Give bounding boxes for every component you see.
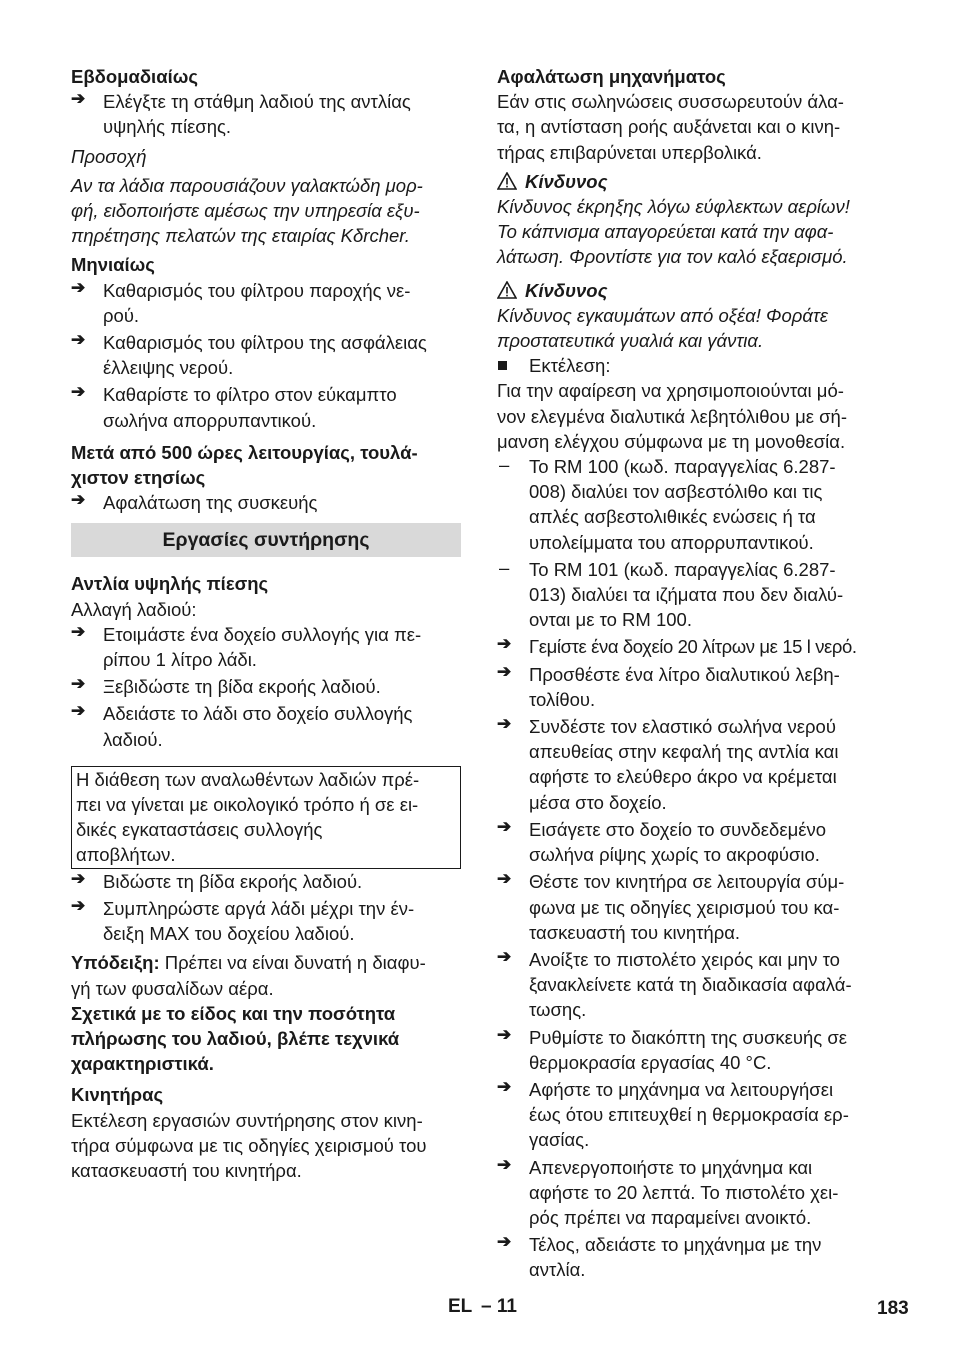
arrow-icon: ➔	[71, 277, 86, 297]
descale-text: Εάν στις σωληνώσεις συσσωρευτούν άλα- τα, η αντίσταση ροής αυξάνεται και ο κινη- τήρας επιβαρύνεται υπερβολικά.	[497, 91, 844, 163]
page-number: 183	[877, 1298, 909, 1319]
descale-step: ➔ Προσθέστε ένα λίτρο διαλυτικού λεβη- τολίθου.	[497, 661, 840, 710]
descale-step: ➔ Ρυθμίστε το διακόπτη της συσκευής σε θερμοκρασία εργασίας 40 °C.	[497, 1024, 847, 1073]
pump-heading: Αντλία υψηλής πίεσης	[71, 573, 269, 595]
oil-item: ➔ Βιδώστε τη βίδα εκροής λαδιού.	[71, 868, 363, 892]
right-column	[497, 64, 887, 1283]
dash-item: – Το RM 101 (κωδ. παραγγελίας 6.287- 013) διαλύει τα ιζήματα που δεν διαλύ- ονται με το RM 100.	[499, 556, 844, 631]
arrow-icon: ➔	[497, 1154, 512, 1174]
arrow-icon: ➔	[497, 714, 512, 734]
arrow-icon: ➔	[71, 382, 86, 402]
arrow-icon: ➔	[71, 621, 86, 641]
engine-heading: Κινητήρας	[71, 1084, 164, 1106]
descale-step: ➔ Τέλος, αδειάστε το μηχάνημα με την αντλία.	[497, 1232, 822, 1281]
weekly-item: ➔ Ελέγξτε τη στάθμη λαδιού της αντλίας υψηλής πίεσης.	[71, 89, 411, 138]
section-title: Εργασίες συντήρησης	[71, 523, 461, 557]
monthly-item: ➔ Καθαρίστε το φίλτρο στον εύκαμπτο σωλήνα απορρυπαντικού.	[71, 382, 397, 431]
oil-spec-note: Σχετικά με το είδος και την ποσότητα πλήρωσης του λαδιού, βλέπε τεχνικά χαρακτηριστικά.	[71, 1002, 400, 1075]
left-column	[71, 64, 461, 1183]
oil-change-label: Αλλαγή λαδιού:	[71, 598, 197, 620]
arrow-icon: ➔	[497, 1232, 512, 1252]
footer-section-page: – 11	[481, 1296, 517, 1317]
descale-heading: Αφαλάτωση μηχανήματος	[497, 66, 726, 87]
danger-text: Κίνδυνος έκρηξης λόγω εύφλεκτων αερίων! Το κάπνισμα απαγορεύεται κατά την αφα- λάτωση. Φροντίστε για τον καλό εξαερισμό.	[497, 196, 850, 268]
descale-step: ➔ Ανοίξτε το πιστολέτο χειρός και μην το ξανακλείνετε κατά τη διαδικασία αφαλά- τωσης.	[497, 946, 852, 1021]
arrow-icon: ➔	[71, 490, 86, 510]
oil-item: ➔ Ετοιμάστε ένα δοχείο συλλογής για πε- ρίπου 1 λίτρο λάδι.	[71, 621, 422, 671]
disposal-note-box: Η διάθεση των αναλωθέντων λαδιών πρέ- πει να γίνεται με οικολογικό τρόπο ή σε ει- δικές εγκαταστάσεις συλλογής αποβλήτων.	[71, 766, 461, 869]
arrow-icon: ➔	[497, 661, 512, 681]
danger-text: Κίνδυνος εγκαυμάτων από οξέα! Φοράτε προστατευτικά γυαλιά και γάντια.	[497, 304, 828, 352]
caution-text: Αν τα λάδια παρουσιάζουν γαλακτώδη μορ- φή, ειδοποιήστε αμέσως την υπηρεσία εξυ- πηρέτησης πελατών της εταιρίας Kδrcher.	[71, 174, 423, 247]
after500-item: ➔ Αφαλάτωση της συσκευής	[71, 490, 318, 514]
descale-step: ➔ Απενεργοποιήστε το μηχάνημα και αφήστε το 20 λεπτά. Το πιστολέτο χει- ρός πρέπει να παραμείνει ανοικτό.	[497, 1154, 839, 1228]
dash-bullet: –	[499, 454, 510, 476]
descale-step: ➔ Συνδέστε τον ελαστικό σωλήνα νερού απευθείας στην κεφαλή της αντλία και αφήστε το ελεύθερο άκρο να κρέμεται μέσα στο δοχείο.	[497, 714, 839, 813]
execution-text: Για την αφαίρεση να χρησιμοποιούνται μό- νον ελεγμένα διαλυτικά λεβητόλιθου με σή- μανση ελέγχου σύμφωνα με τη μονοθεσία.	[497, 380, 848, 452]
arrow-icon: ➔	[71, 868, 86, 888]
engine-text: Εκτέλεση εργασιών συντήρησης στον κινη- τήρα σύμφωνα με τις οδηγίες χειρισμού του κατασκευαστή του κινητήρα.	[71, 1109, 427, 1181]
danger-heading: Κίνδυνος	[497, 169, 887, 194]
descale-step: ➔ Γεμίστε ένα δοχείο 20 λίτρων με 15 l νερό.	[497, 634, 857, 658]
danger-heading: Κίνδυνος	[497, 278, 887, 303]
weekly-heading: Εβδομαδιαίως	[71, 66, 198, 87]
oil-item: ➔ Ξεβιδώστε τη βίδα εκροής λαδιού.	[71, 674, 381, 698]
arrow-icon: ➔	[71, 89, 86, 109]
oil-item: ➔ Συμπληρώστε αργά λάδι μέχρι την έν- δειξη MAX του δοχείου λαδιού.	[71, 895, 415, 945]
arrow-icon: ➔	[497, 869, 512, 889]
warning-triangle-icon	[497, 281, 517, 299]
arrow-icon: ➔	[71, 674, 86, 694]
hint-paragraph: Υπόδειξη: Πρέπει να είναι δυνατή η διαφυ- γή των φυσαλίδων αέρα.	[71, 952, 426, 999]
arrow-icon: ➔	[497, 816, 512, 836]
arrow-icon: ➔	[71, 330, 86, 350]
descale-step: ➔ Θέστε τον κινητήρα σε λειτουργία σύμ- φωνα με τις οδηγίες χειρισμού του κα- τασκευαστή του κινητήρα.	[497, 869, 845, 943]
arrow-icon: ➔	[497, 1076, 512, 1096]
arrow-icon: ➔	[71, 895, 86, 915]
square-bullet-icon	[498, 361, 507, 370]
footer-language: EL	[448, 1296, 473, 1317]
hint-label: Υπόδειξη:	[71, 952, 160, 974]
descale-step: ➔ Αφήστε το μηχάνημα να λειτουργήσει έως ότου επιτευχθεί η θερμοκρασία ερ- γασίας.	[497, 1076, 849, 1151]
monthly-item: ➔ Καθαρισμός του φίλτρου παροχής νε- ρού.	[71, 277, 411, 326]
caution-heading: Προσοχή	[71, 145, 147, 167]
monthly-heading: Μηνιαίως	[71, 254, 155, 276]
monthly-item: ➔ Καθαρισμός του φίλτρου της ασφάλειας έλλειψης νερού.	[71, 330, 427, 379]
arrow-icon: ➔	[497, 946, 512, 966]
dash-bullet: –	[499, 556, 510, 578]
descale-step: ➔ Εισάγετε στο δοχείο το συνδεδεμένο σωλήνα ρίψης χωρίς το ακροφύσιο.	[497, 816, 827, 866]
warning-triangle-icon	[497, 172, 517, 190]
execution-label: Εκτέλεση:	[497, 353, 887, 378]
oil-item: ➔ Αδειάστε το λάδι στο δοχείο συλλογής λαδιού.	[71, 701, 413, 750]
after500-heading: Μετά από 500 ώρες λειτουργίας, τουλά- χιστον ετησίως	[71, 441, 418, 489]
arrow-icon: ➔	[71, 701, 86, 721]
dash-item: – Το RM 100 (κωδ. παραγγελίας 6.287- 008) διαλύει τον ασβεστόλιθο και τις απλές ασβεστολιθικές ενώσεις ή τα υπολείμματα του απορρυπαντικού.	[499, 454, 836, 553]
arrow-icon: ➔	[497, 1024, 512, 1044]
arrow-icon: ➔	[497, 634, 512, 654]
